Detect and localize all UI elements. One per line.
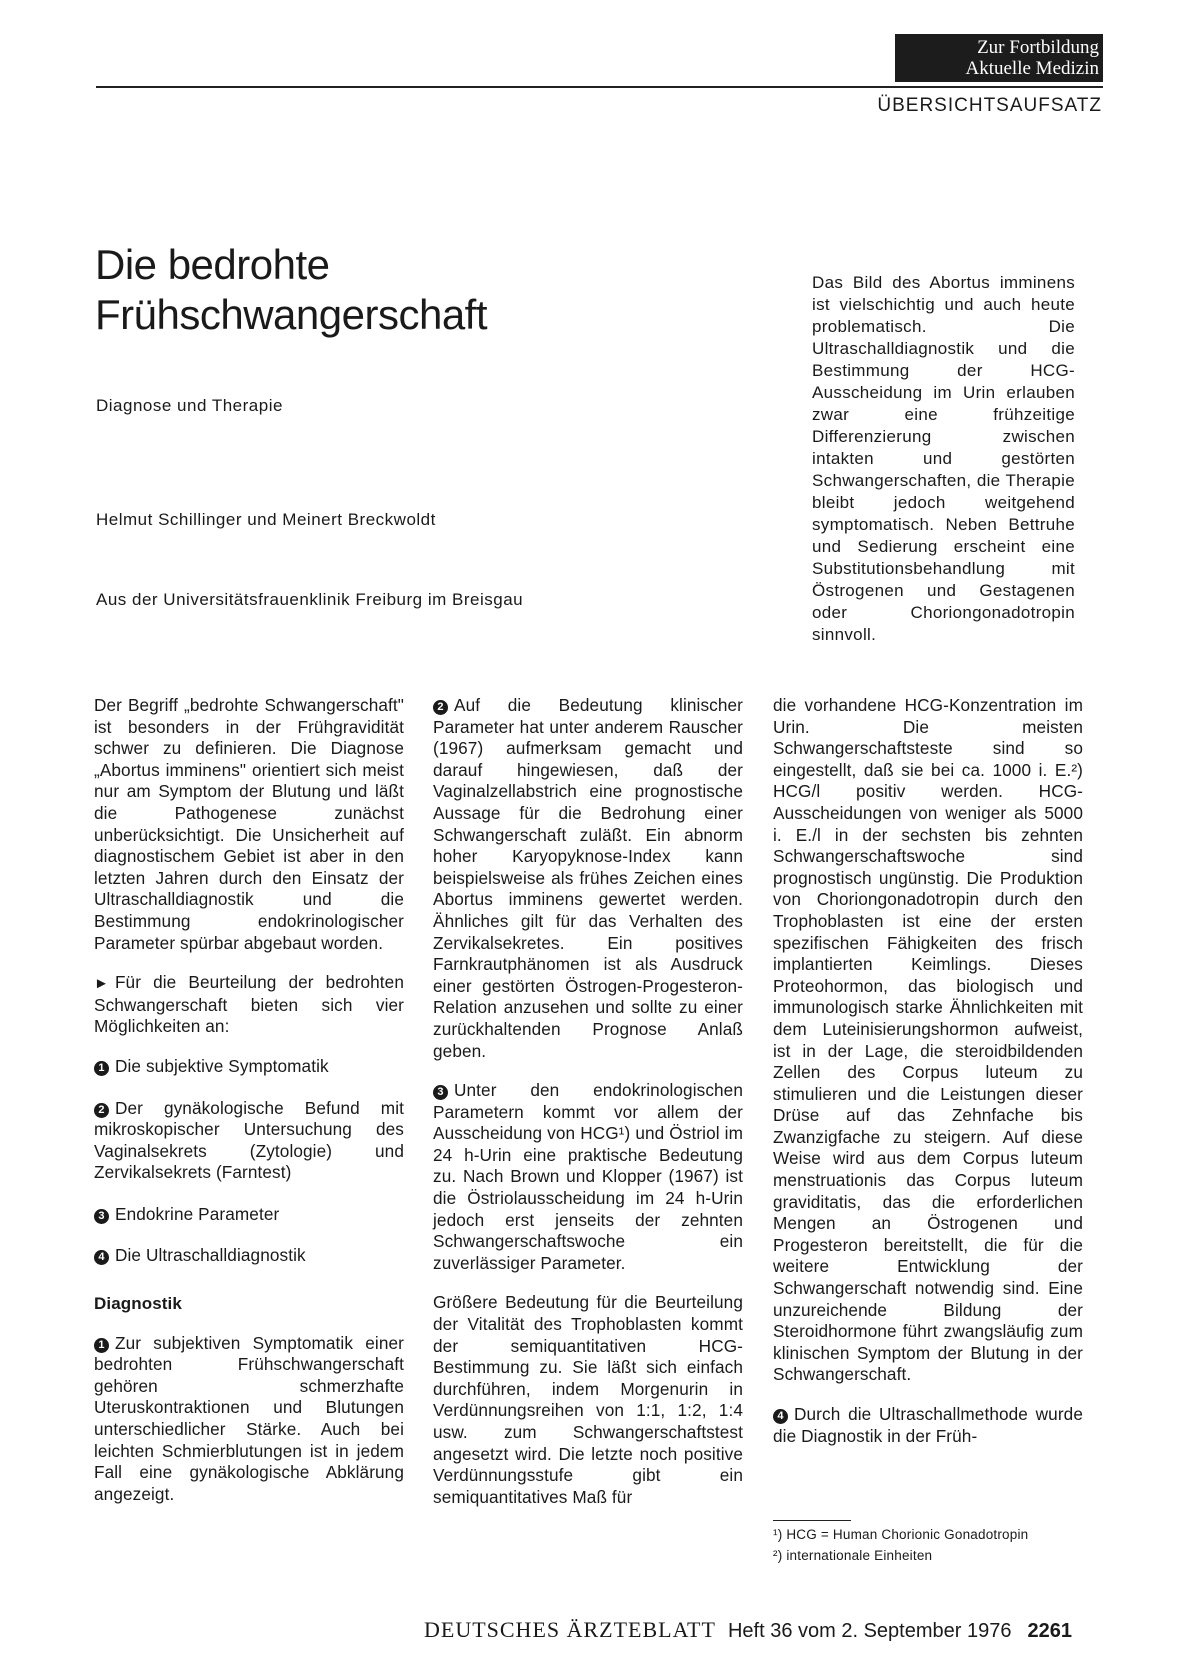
paragraph-text: Zur subjektiven Symptomatik einer bedrohten Frühschwangerschaft gehören schmerzhafte Uteruskontraktionen und Blutungen unterschiedlicher Stärke. Auch bei leichten Schmierblutungen ist in jedem Fall eine gynäkologische Abklärung angezeigt.	[94, 1332, 404, 1504]
body-column-2	[433, 695, 743, 1508]
header-rule	[96, 86, 1103, 88]
list-item-text: Der gynäkologische Befund mit mikroskopischer Untersuchung des Vaginalsekrets (Zytologie) und Zervikalsekrets (Farntest)	[94, 1097, 404, 1183]
paragraph	[433, 1080, 743, 1274]
body-column-3	[773, 695, 1083, 1447]
article-subtitle: Diagnose und Therapie	[96, 396, 283, 415]
number-2-icon: 2	[433, 700, 448, 715]
number-4-icon: 4	[94, 1250, 109, 1265]
footnote: ²) internationale Einheiten	[773, 1548, 933, 1563]
article-institution: Aus der Universitätsfrauenklinik Freiburg im Breisgau	[96, 590, 524, 609]
article-title	[95, 240, 487, 340]
footnote-rule	[773, 1520, 851, 1521]
section-label-line1: Zur Fortbildung	[977, 37, 1099, 58]
paragraph	[94, 1333, 404, 1506]
paragraph	[433, 695, 743, 1062]
paragraph-text: Auf die Bedeutung klinischer Parameter hat unter anderem Rauscher (1967) aufmerksam gemacht und darauf hingewiesen, daß der Vaginalzellabstrich eine prognostische Aussage für die Bedrohung einer Schwangerschaft zuläßt. Ein abnorm hoher Karyopyknose-Index kann beispielsweise als frühes Zeichen eines Abortus imminens gewertet werden. Ähnliches gilt für das Verhalten des Zervikalsekretes. Ein positives Farnkrautphänomen ist als Ausdruck einer gestörten Östrogen-Progesteron-Relation anzusehen und sollte zu einer zurückhaltenden Prognose Anlaß geben.	[433, 695, 743, 1061]
title-line-1: Die bedrohte	[95, 241, 330, 288]
paragraph: Der Begriff „bedrohte Schwangerschaft" ist besonders in der Frühgravidität schwer zu definieren. Die Diagnose „Abortus imminens" orientiert sich meist nur am Symptom der Blutung und läßt die Pathogenese zunächst unberücksichtigt. Die Unsicherheit auf diagnostischem Gebiet ist aber in den letzten Jahren durch den Einsatz der Ultraschalldiagnostik und die Bestimmung endokrinologischer Parameter spürbar abgebaut worden.	[94, 695, 404, 953]
list-item	[94, 1245, 404, 1267]
section-heading: Diagnostik	[94, 1294, 182, 1314]
page-number: 2261	[1027, 1620, 1072, 1642]
issue-info: Heft 36 vom 2. September 1976	[727, 1620, 1012, 1642]
number-3-icon: 3	[94, 1209, 109, 1224]
article-authors: Helmut Schillinger und Meinert Breckwoldt	[96, 510, 436, 529]
arrow-icon: ►	[94, 975, 109, 993]
body-column-1	[94, 695, 404, 1505]
paragraph: Größere Bedeutung für die Beurteilung der Vitalität des Trophoblasten kommt der semiquantitativen HCG-Bestimmung zu. Sie läßt sich einfach durchführen, indem Morgenurin in Verdünnungsreihen von 1:1, 1:2, 1:4 usw. zum Schwangerschaftstest angesetzt wird. Die letzte noch positive Verdünnungsstufe gibt ein semiquantitatives Maß für	[433, 1292, 743, 1507]
title-line-2: Frühschwangerschaft	[95, 291, 488, 338]
article-abstract: Das Bild des Abortus imminens ist vielschichtig und auch heute problematisch. Die Ultraschalldiagnostik und die Bestimmung der HCG-Ausscheidung im Urin erlauben zwar eine frühzeitige Differenzierung zwischen intakten und gestörten Schwangerschaften, die Therapie bleibt jedoch weitgehend symptomatisch. Neben Bettruhe und Sedierung erscheint eine Substitutionsbehandlung mit Östrogenen und Gestagenen oder Choriongonadotropin sinnvoll.	[812, 273, 1075, 644]
list-item	[94, 1098, 404, 1184]
paragraph	[94, 972, 404, 1038]
number-2-icon: 2	[94, 1103, 109, 1118]
paragraph-text: Unter den endokrinologischen Parametern kommt vor allem der Ausscheidung von HCG¹) und Östriol im 24 h-Urin eine praktische Bedeutung zu. Nach Brown und Klopper (1967) ist die Östriolausscheidung im 24 h-Urin jedoch erst jenseits der zehnten Schwangerschaftswoche ein zuverlässiger Parameter.	[433, 1080, 743, 1273]
page-footer	[424, 1617, 1072, 1643]
journal-name: DEUTSCHES ÄRZTEBLATT	[424, 1617, 716, 1642]
list-item-text: Die subjektive Symptomatik	[115, 1055, 329, 1076]
paragraph-text: Durch die Ultraschallmethode wurde die Diagnostik in der Früh-	[773, 1404, 1083, 1446]
footnote: ¹) HCG = Human Chorionic Gonadotropin	[773, 1527, 1029, 1542]
paragraph	[773, 1404, 1083, 1447]
article-type-label: ÜBERSICHTSAUFSATZ	[877, 95, 1102, 116]
paragraph: die vorhandene HCG-Konzentration im Urin. Die meisten Schwangerschaftsteste sind so eingestellt, daß sie bei ca. 1000 i. E.²) HCG/l positiv werden. HCG-Ausscheidungen von weniger als 5000 i. E./l in der sechsten bis zehnten Schwangerschaftswoche sind prognostisch ungünstig. Die Produktion von Choriongonadotropin durch den Trophoblasten ist eine der ersten spezifischen Fähigkeiten des frisch implantierten Keimlings. Dieses Proteohormon, das biologisch und immunologisch starke Ähnlichkeiten mit dem Luteinisierungshormon aufweist, ist in der Lage, die steroidbildenden Zellen des Corpus luteum zu stimulieren und die Leistungen dieser Drüse auf das Zehnfache bis Zwanzigfache zu steigern. Auf diese Weise wird aus dem Corpus luteum menstruationis das Corpus luteum graviditatis, das die erforderlichen Mengen an Östrogenen und Progesteron bereitstellt, die für die weitere Entwicklung der Schwangerschaft notwendig sind. Eine unzureichende Bildung der Steroidhormone führt zwangsläufig zum klinischen Symptom der Blutung in der Schwangerschaft.	[773, 695, 1083, 1385]
list-item-text: Die Ultraschalldiagnostik	[115, 1245, 306, 1266]
section-label-box	[895, 34, 1103, 82]
paragraph-text: Für die Beurteilung der bedrohten Schwangerschaft bieten sich vier Möglichkeiten an:	[94, 972, 404, 1037]
number-3-icon: 3	[433, 1085, 448, 1100]
list-item-text: Endokrine Parameter	[115, 1203, 280, 1224]
list-item	[94, 1056, 404, 1078]
section-label-line2: Aktuelle Medizin	[965, 58, 1099, 79]
number-4-icon: 4	[773, 1409, 788, 1424]
number-1-icon: 1	[94, 1061, 109, 1076]
number-1-icon: 1	[94, 1338, 109, 1353]
list-item	[94, 1204, 404, 1226]
